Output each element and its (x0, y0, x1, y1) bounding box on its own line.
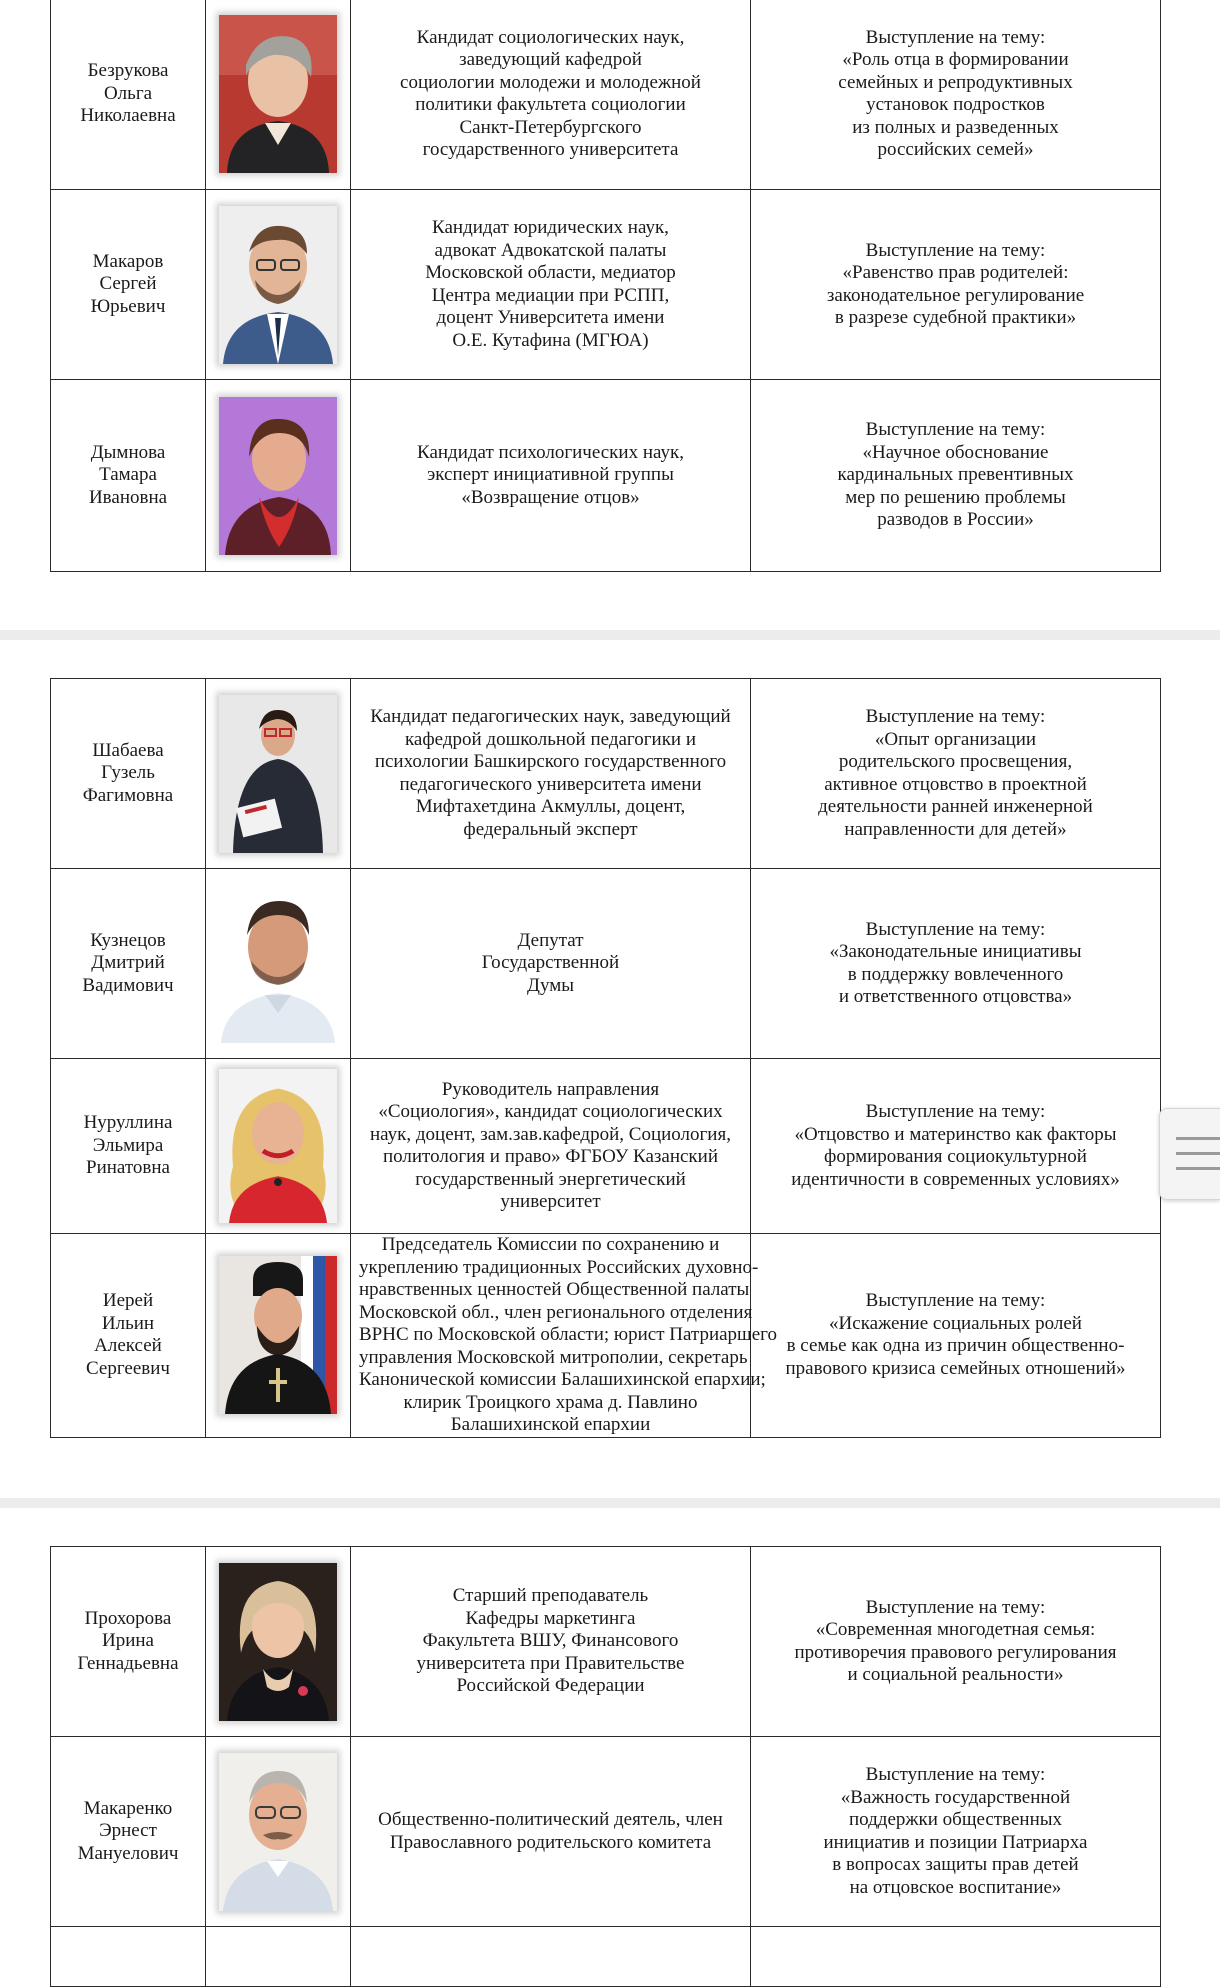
speaker-name: Макаренко Эрнест Мануелович (51, 1737, 206, 1927)
speaker-photo (219, 1753, 337, 1911)
speaker-name: Кузнецов Дмитрий Вадимович (51, 869, 206, 1059)
speaker-photo (219, 885, 337, 1043)
speech-topic: Выступление на тему: «Искажение социальных ролей в семье как одна из причин общественно- правового кризиса семейных отношений» (751, 1234, 1161, 1438)
speaker-photo (219, 397, 337, 555)
table-row (51, 1927, 1161, 1987)
speaker-description: Кандидат педагогических наук, заведующий кафедрой дошкольной педагогики и психологии Башкирского государственного педагогического университета имени Мифтахетдина Акмуллы, доцент, федеральный эксперт (351, 679, 751, 869)
table-row (51, 679, 1161, 869)
speaker-description: Депутат Государственной Думы (351, 869, 751, 1059)
page-gap (0, 1498, 1220, 1508)
speech-topic: Выступление на тему: «Отцовство и материнство как факторы формирования социокультурной идентичности в современных условиях» (751, 1059, 1161, 1234)
table-row (51, 1547, 1161, 1737)
speech-topic: Выступление на тему: «Равенство прав родителей: законодательное регулирование в разрезе судебной практики» (751, 190, 1161, 380)
speaker-photo (219, 1563, 337, 1721)
speaker-description: Председатель Комиссии по сохранению и укреплению традиционных Российских духовно- нравственных ценностей Общественной палаты Московской обл., член регионального отделения ВРНС по Московской области; юрист Патриаршего управления Московской митрополии, секретарь Канонической комиссии Балашихинской епархии; клирик Троицкого храма д. Павлино Балашихинской епархии (351, 1234, 751, 1438)
speakers-table-page-3 (50, 1546, 1161, 1987)
speaker-name: Макаров Сергей Юрьевич (51, 190, 206, 380)
speech-topic: Выступление на тему: «Опыт организации родительского просвещения, активное отцовство в проектной деятельности ранней инженерной направленности для детей» (751, 679, 1161, 869)
speaker-name: Нуруллина Эльмира Ринатовна (51, 1059, 206, 1234)
speaker-name: Прохорова Ирина Геннадьевна (51, 1547, 206, 1737)
speaker-description: Общественно-политический деятель, член Православного родительского комитета (351, 1737, 751, 1927)
speech-topic: Выступление на тему: «Важность государственной поддержки общественных инициатив и позиции Патриарха в вопросах защиты прав детей на отцовское воспитание» (751, 1737, 1161, 1927)
table-row (51, 1234, 1161, 1438)
table-row (51, 869, 1161, 1059)
speech-topic: Выступление на тему: «Законодательные инициативы в поддержку вовлеченного и ответственного отцовства» (751, 869, 1161, 1059)
speaker-name: Иерей Ильин Алексей Сергеевич (51, 1234, 206, 1438)
speaker-photo (219, 15, 337, 173)
speaker-name: Безрукова Ольга Николаевна (51, 0, 206, 190)
speech-topic: Выступление на тему: «Научное обоснование кардинальных превентивных мер по решению проблемы разводов в России» (751, 380, 1161, 572)
speakers-table-page-2 (50, 678, 1161, 1438)
page-gap (0, 630, 1220, 640)
speaker-name: Дымнова Тамара Ивановна (51, 380, 206, 572)
speaker-photo (219, 695, 337, 853)
speaker-photo (219, 206, 337, 364)
table-row (51, 1059, 1161, 1234)
speaker-description: Старший преподаватель Кафедры маркетинга Факультета ВШУ, Финансового университета при Правительстве Российской Федерации (351, 1547, 751, 1737)
speech-topic: Выступление на тему: «Роль отца в формировании семейных и репродуктивных установок подростков из полных и разведенных российских семей» (751, 0, 1161, 190)
speaker-photo (219, 1069, 337, 1223)
speaker-photo (219, 1256, 337, 1414)
speaker-description: Кандидат психологических наук, эксперт инициативной группы «Возвращение отцов» (351, 380, 751, 572)
speaker-description: Руководитель направления «Социология», кандидат социологических наук, доцент, зам.зав.кафедрой, Социология, политология и право» ФГБОУ Казанский государственный энергетический университет (351, 1059, 751, 1234)
hamburger-icon (1176, 1137, 1220, 1140)
hamburger-icon (1176, 1167, 1220, 1170)
speakers-table-page-1 (50, 0, 1161, 572)
side-menu-tab[interactable] (1159, 1108, 1220, 1200)
speaker-description: Кандидат юридических наук, адвокат Адвокатской палаты Московской области, медиатор Центра медиации при РСПП, доцент Университета имени О.Е. Кутафина (МГЮА) (351, 190, 751, 380)
table-row (51, 380, 1161, 572)
table-row (51, 1737, 1161, 1927)
table-row (51, 190, 1161, 380)
table-row (51, 0, 1161, 190)
hamburger-icon (1176, 1152, 1220, 1155)
speaker-description: Кандидат социологических наук, заведующий кафедрой социологии молодежи и молодежной политики факультета социологии Санкт-Петербургского государственного университета (351, 0, 751, 190)
speaker-name: Шабаева Гузель Фагимовна (51, 679, 206, 869)
speech-topic: Выступление на тему: «Современная многодетная семья: противоречия правового регулирования и социальной реальности» (751, 1547, 1161, 1737)
